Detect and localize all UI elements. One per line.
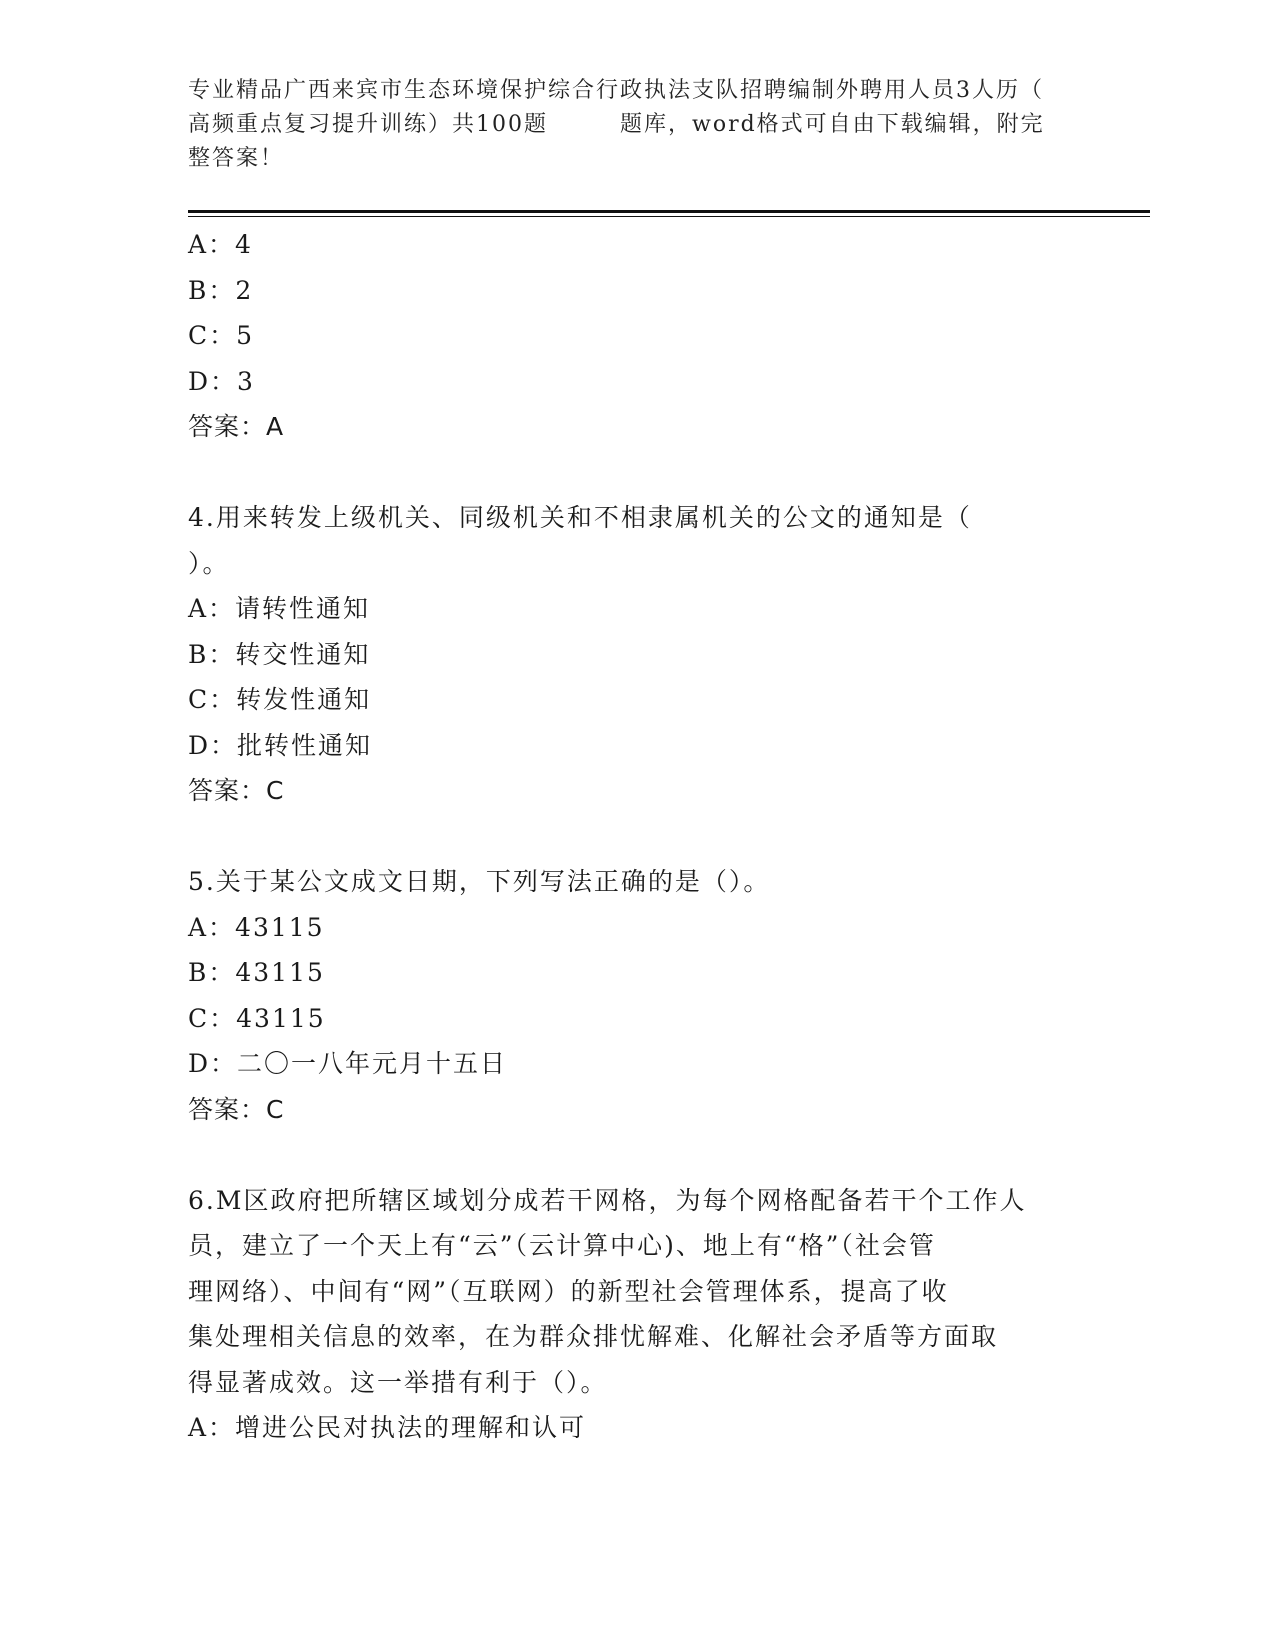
- option-a: A：43115: [188, 912, 325, 942]
- header-line-2: 高频重点复习提升训练）共100题 题库，word格式可自由下载编辑，附完: [188, 112, 1045, 137]
- spacer: [188, 814, 1108, 860]
- question-5: [188, 859, 1108, 1132]
- question-stem: 5.关于某公文成文日期，下列写法正确的是（）。: [188, 867, 771, 896]
- header-line-3: 整答案！: [188, 146, 285, 171]
- question-stem: 员，建立了一个天上有“云”（云计算中心)、地上有“格”（社会管: [188, 1231, 936, 1260]
- option-b: B：2: [188, 275, 254, 305]
- spacer: [188, 1132, 1108, 1178]
- question-stem: 理网络）、中间有“网”（互联网）的新型社会管理体系，提高了收: [188, 1276, 949, 1306]
- option-c: C：转发性通知: [188, 685, 372, 714]
- spacer: [188, 450, 1108, 496]
- option-d: D：3: [188, 366, 255, 396]
- option-a: A：请转性通知: [188, 594, 371, 623]
- option-b: B：转交性通知: [188, 639, 371, 669]
- option-d: D：二〇一八年元月十五日: [188, 1049, 508, 1078]
- question-4: [188, 495, 1108, 814]
- header-rule-thick: [188, 210, 1150, 213]
- option-a: A：增进公民对执法的理解和认可: [188, 1413, 587, 1442]
- option-c: C：43115: [188, 1003, 326, 1033]
- option-c: C：5: [188, 321, 255, 350]
- document-header: [188, 74, 1088, 176]
- answer: 答案：A: [188, 412, 285, 441]
- header-rule-thin: [188, 216, 1150, 217]
- document-body: [188, 222, 1108, 1451]
- question-stem: 集处理相关信息的效率，在为群众排忧解难、化解社会矛盾等方面取: [188, 1322, 999, 1351]
- question-stem: 得显著成效。这一举措有利于（）。: [188, 1367, 608, 1397]
- question-6: [188, 1178, 1108, 1451]
- option-a: A：4: [188, 230, 253, 259]
- question-stem: 4.用来转发上级机关、同级机关和不相隶属机关的公文的通知是（: [188, 503, 972, 532]
- question-stem: 6.M区政府把所辖区域划分成若干网格，为每个网格配备若干个工作人: [188, 1185, 1027, 1215]
- question-3: [188, 222, 1108, 450]
- answer: 答案：C: [188, 1094, 285, 1124]
- question-stem: ）。: [188, 548, 230, 578]
- answer: 答案：C: [188, 776, 285, 805]
- option-b: B：43115: [188, 958, 325, 987]
- option-d: D：批转性通知: [188, 730, 373, 760]
- header-line-1: 专业精品广西来宾市生态环境保护综合行政执法支队招聘编制外聘用人员3人历（: [188, 78, 1044, 103]
